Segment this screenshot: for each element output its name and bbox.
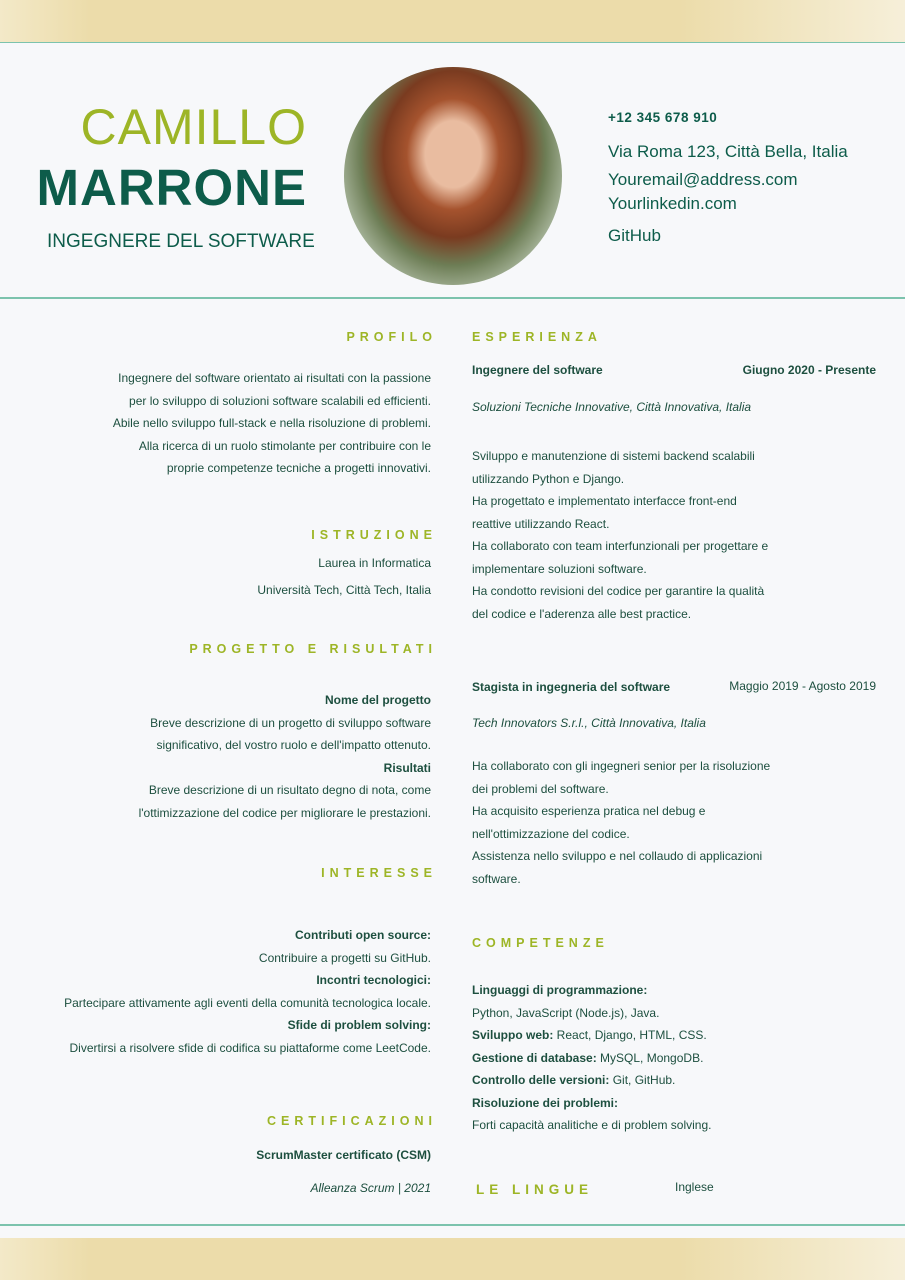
phone: +12 345 678 910 <box>608 110 718 125</box>
certification-name: ScrumMaster certificato (CSM) <box>256 1148 431 1162</box>
skill-value: Git, GitHub. <box>609 1073 676 1087</box>
skill-value: MySQL, MongoDB. <box>596 1050 704 1065</box>
job-line: Assistenza nello sviluppo e nel collaudo di applicazioni <box>472 849 763 863</box>
skill-value: Python, JavaScript (Node.js), Java. <box>472 1005 660 1020</box>
interest-line: Sfide di problem solving: <box>287 1018 431 1032</box>
interests-heading: INTERESSE <box>321 866 437 880</box>
profile-line: Abile nello sviluppo full-stack e nella risoluzione di problemi. <box>112 416 431 430</box>
interest-line: Divertirsi a risolvere sfide di codifica su piattaforme come LeetCode. <box>69 1040 431 1055</box>
skill-item <box>472 1069 711 1092</box>
project-line: Nome del progetto <box>324 693 431 707</box>
certification-issuer: Alleanza Scrum | 2021 <box>310 1181 431 1195</box>
interest-line: Partecipare attivamente agli eventi della comunità tecnologica locale. <box>64 995 431 1010</box>
projects-text <box>139 689 431 824</box>
certifications-heading: CERTIFICAZIONI <box>267 1114 437 1128</box>
interest-line: Contribuire a progetti su GitHub. <box>258 950 431 965</box>
skill-item <box>472 979 711 1002</box>
skill-label: Gestione di database: <box>472 1050 597 1065</box>
skill-value: React, Django, HTML, CSS. <box>553 1028 707 1042</box>
projects-heading: PROGETTO E RISULTATI <box>189 642 437 656</box>
job-line: Ha condotto revisioni del codice per garantire la qualità <box>472 584 765 598</box>
language-item: Inglese <box>675 1180 714 1194</box>
job-line: dei problemi del software. <box>472 781 609 796</box>
skill-item <box>472 1114 711 1137</box>
experience-heading: ESPERIENZA <box>472 330 602 344</box>
divider <box>0 297 905 299</box>
project-line: Risultati <box>383 760 431 775</box>
profile-line: proprie competenze tecniche a progetti innovativi. <box>166 461 431 475</box>
github[interactable]: GitHub <box>608 226 661 245</box>
profile-text <box>113 367 431 480</box>
profile-line: per lo sviluppo di soluzioni software scalabili ed efficienti. <box>129 393 431 408</box>
top-band <box>0 0 905 42</box>
job-line: utilizzando Python e Django. <box>472 471 625 486</box>
job-line: Ha progettato e implementato interfacce front-end <box>472 494 737 508</box>
skill-label: Sviluppo web: <box>472 1028 554 1042</box>
job-line: nell'ottimizzazione del codice. <box>472 826 630 841</box>
job-line: Ha collaborato con gli ingegneri senior per la risoluzione <box>472 759 771 773</box>
skills-list <box>472 979 711 1137</box>
languages-heading: LE LINGUE <box>476 1182 594 1197</box>
first-name: CAMILLO <box>80 99 307 155</box>
education-degree: Laurea in Informatica <box>318 556 431 570</box>
skill-label: Risoluzione dei problemi: <box>472 1095 619 1110</box>
job-dates: Maggio 2019 - Agosto 2019 <box>729 679 876 693</box>
project-line: significativo, del vostro ruolo e dell'impatto ottenuto. <box>156 738 431 752</box>
project-line: l'ottimizzazione del codice per migliorare le prestazioni. <box>138 805 431 820</box>
interest-line: Contributi open source: <box>295 928 431 942</box>
bottom-band <box>0 1238 905 1280</box>
job-line: software. <box>472 871 521 886</box>
job-title: INGEGNERE DEL SOFTWARE <box>47 231 315 252</box>
education-school: Università Tech, Città Tech, Italia <box>257 583 431 597</box>
skill-item <box>472 1047 711 1070</box>
email[interactable]: Youremail@address.com <box>608 170 798 189</box>
job-line: del codice e l'aderenza alle best practice. <box>472 606 692 621</box>
job-company: Soluzioni Tecniche Innovative, Città Innovativa, Italia <box>472 400 752 414</box>
job-role: Ingegnere del software <box>472 363 603 377</box>
profile-photo <box>344 67 562 285</box>
job-line: Ha collaborato con team interfunzionali per progettare e <box>472 539 769 553</box>
interest-line: Incontri tecnologici: <box>316 973 431 987</box>
skills-heading: COMPETENZE <box>472 936 609 950</box>
skill-item <box>472 1024 711 1047</box>
divider <box>0 42 905 43</box>
skill-value: Forti capacità analitiche e di problem solving. <box>472 1118 712 1132</box>
job-description <box>472 445 768 625</box>
profile-heading: PROFILO <box>346 330 437 344</box>
last-name: MARRONE <box>36 159 307 216</box>
profile-line: Alla ricerca di un ruolo stimolante per contribuire con le <box>138 438 431 453</box>
linkedin[interactable]: Yourlinkedin.com <box>608 194 737 213</box>
education-heading: ISTRUZIONE <box>311 528 437 542</box>
job-role: Stagista in ingegneria del software <box>472 680 671 694</box>
job-dates: Giugno 2020 - Presente <box>742 363 876 377</box>
job-line: Sviluppo e manutenzione di sistemi backend scalabili <box>472 449 755 463</box>
project-line: Breve descrizione di un risultato degno di nota, come <box>148 783 431 797</box>
skill-item <box>472 1092 711 1115</box>
profile-line: Ingegnere del software orientato ai risultati con la passione <box>118 371 431 385</box>
address: Via Roma 123, Città Bella, Italia <box>608 142 848 161</box>
skill-label: Linguaggi di programmazione: <box>472 983 648 997</box>
job-line: reattive utilizzando React. <box>472 516 610 531</box>
job-line: implementare soluzioni software. <box>472 561 647 576</box>
job-company: Tech Innovators S.r.l., Città Innovativa, Italia <box>472 716 706 730</box>
interests-text <box>64 924 431 1059</box>
job-line: Ha acquisito esperienza pratica nel debug e <box>472 804 706 818</box>
project-line: Breve descrizione di un progetto di sviluppo software <box>150 715 431 730</box>
skill-item <box>472 1002 711 1025</box>
divider <box>0 1224 905 1226</box>
job-description <box>472 755 770 890</box>
skill-label: Controllo delle versioni: <box>472 1073 610 1087</box>
